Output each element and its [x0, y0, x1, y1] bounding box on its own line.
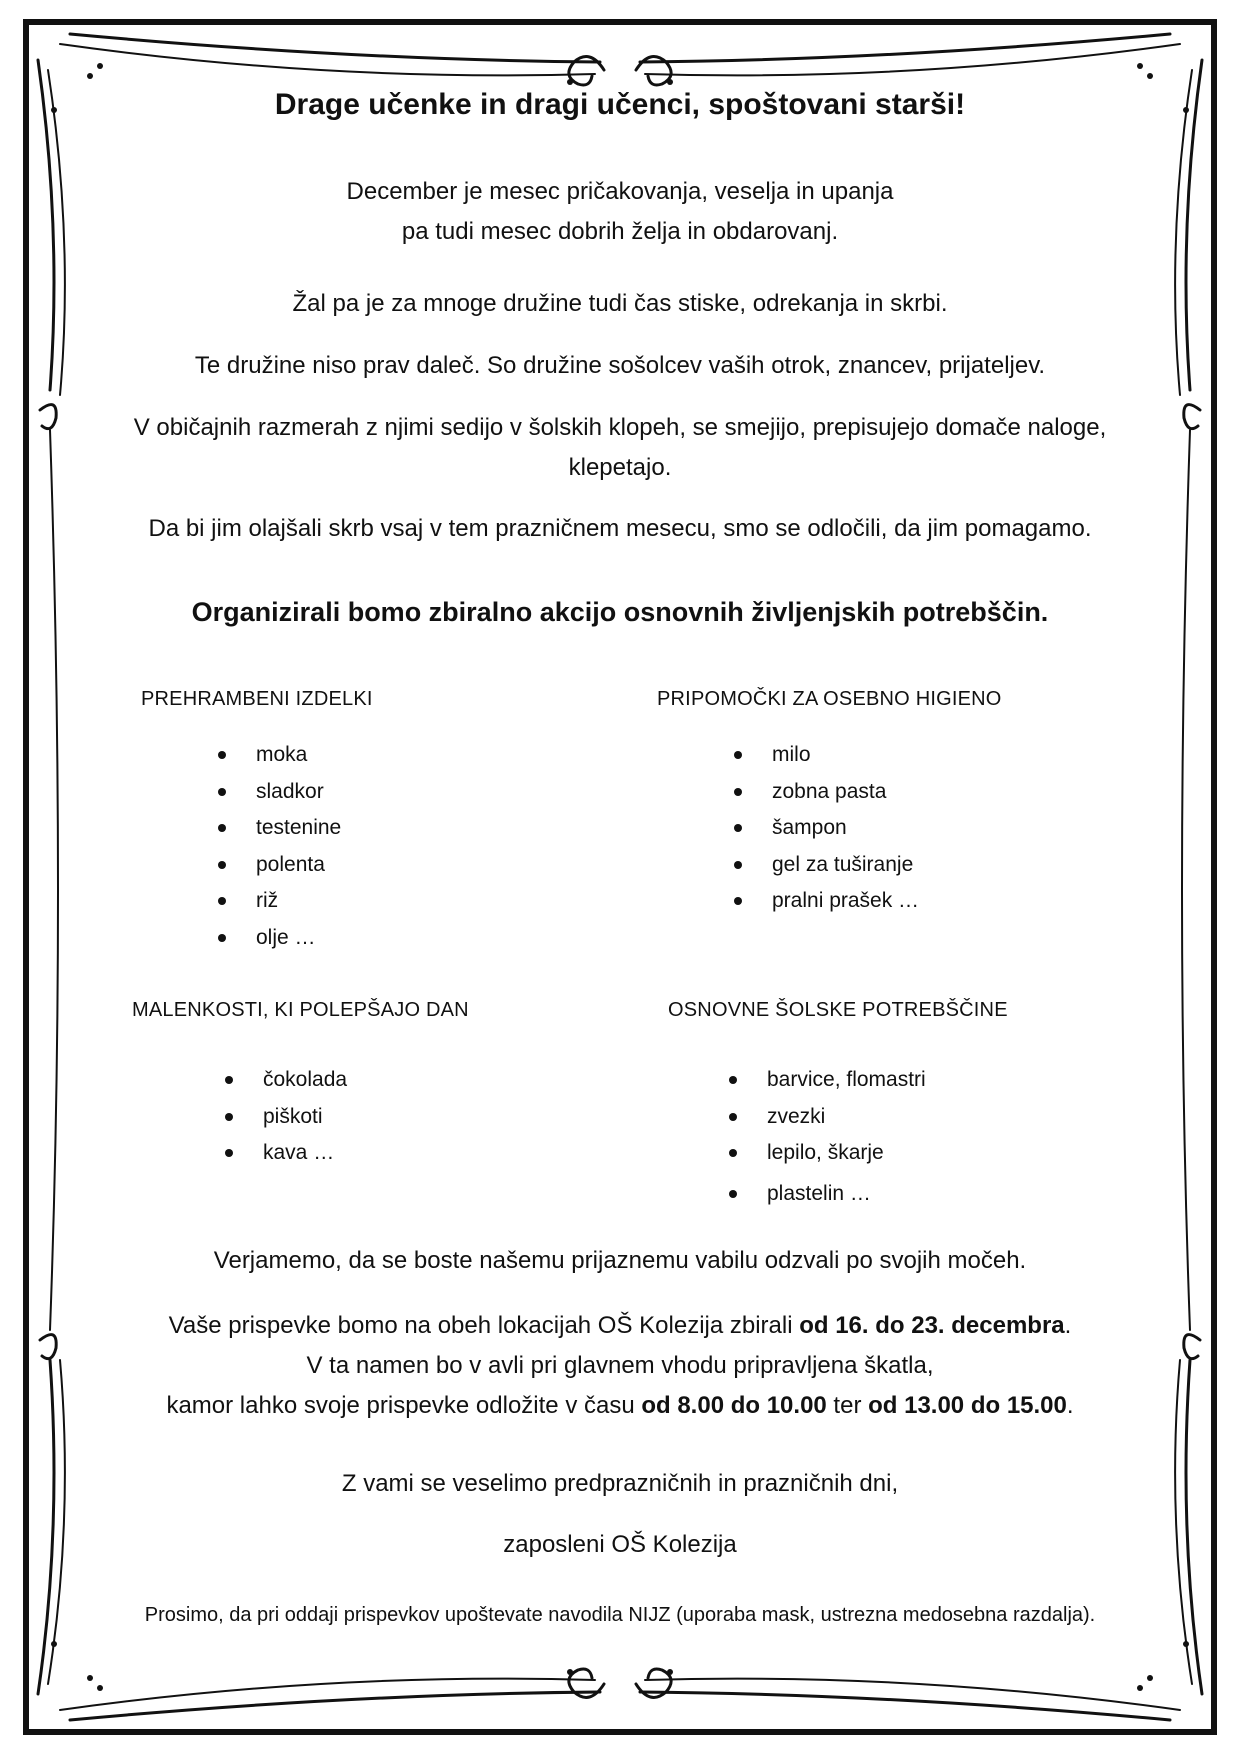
paragraph-families: Te družine niso prav daleč. So družine sošolcev vaših otrok, znancev, prijateljev. [194, 352, 1046, 379]
school-list [729, 1062, 926, 1212]
list-item: polenta [218, 847, 341, 884]
footer-note: Prosimo, da pri oddaji prispevkov upoštevate navodila NIJZ (uporaba mask, ustrezna medosebna razdalja). [144, 1604, 1096, 1626]
intro-line-1: December je mesec pričakovanja, veselja in upanja [346, 178, 894, 205]
category-heading-food: PREHRAMBENI IZDELKI [141, 688, 373, 710]
list-item: kava … [225, 1135, 347, 1172]
list-item: riž [218, 883, 341, 920]
list-item: olje … [218, 920, 341, 957]
school-life-line-1: V običajnih razmerah z njimi sedijo v šolskih klopeh, se smejijo, prepisujejo domače naloge, [133, 414, 1107, 441]
hygiene-list [734, 737, 919, 920]
list-item: moka [218, 737, 341, 774]
collection-line-3: kamor lahko svoje prispevke odložite v času od 8.00 do 10.00 ter od 13.00 do 15.00. [166, 1392, 1074, 1419]
list-item: šampon [734, 810, 919, 847]
category-heading-school: OSNOVNE ŠOLSKE POTREBŠČINE [668, 999, 1008, 1021]
signature: zaposleni OŠ Kolezija [503, 1531, 737, 1558]
list-item: milo [734, 737, 919, 774]
collection-details [60, 1306, 1180, 1426]
list-item: čokolada [225, 1062, 347, 1099]
paragraph-school-life [60, 408, 1180, 488]
collection-dates: od 16. do 23. decembra [799, 1312, 1065, 1339]
collection-time-afternoon: od 13.00 do 15.00 [868, 1392, 1067, 1419]
list-item: zvezki [729, 1099, 926, 1136]
collection-line-1: Vaše prispevke bomo na obeh lokacijah OŠ Kolezija zbirali od 16. do 23. decembra. [168, 1312, 1072, 1339]
intro-paragraph [60, 172, 1180, 252]
list-item: gel za tuširanje [734, 847, 919, 884]
treats-list [225, 1062, 347, 1172]
paragraph-believe: Verjamemo, da se boste našemu prijaznemu vabilu odzvali po svojih močeh. [213, 1247, 1027, 1274]
collection-subtitle: Organizirali bomo zbiralno akcijo osnovnih življenjskih potrebščin. [191, 597, 1049, 627]
list-item: plastelin … [729, 1176, 926, 1213]
collection-line-2: V ta namen bo v avli pri glavnem vhodu pripravljena škatla, [306, 1352, 934, 1379]
list-item: sladkor [218, 774, 341, 811]
list-item: barvice, flomastri [729, 1062, 926, 1099]
list-item: piškoti [225, 1099, 347, 1136]
paragraph-help: Da bi jim olajšali skrb vsaj v tem prazničnem mesecu, smo se odločili, da jim pomagamo. [148, 515, 1092, 542]
list-item: zobna pasta [734, 774, 919, 811]
food-list [218, 737, 341, 956]
list-item: pralni prašek … [734, 883, 919, 920]
category-heading-hygiene: PRIPOMOČKI ZA OSEBNO HIGIENO [657, 688, 1002, 710]
letter-title: Drage učenke in dragi učenci, spoštovani starši! [274, 88, 966, 121]
school-life-line-2: klepetajo. [568, 454, 672, 481]
list-item: testenine [218, 810, 341, 847]
category-heading-treats: MALENKOSTI, KI POLEPŠAJO DAN [132, 999, 469, 1021]
intro-line-2: pa tudi mesec dobrih želja in obdarovanj. [401, 218, 839, 245]
collection-time-morning: od 8.00 do 10.00 [641, 1392, 827, 1419]
list-item: lepilo, škarje [729, 1135, 926, 1172]
paragraph-hardship: Žal pa je za mnoge družine tudi čas stiske, odrekanja in skrbi. [292, 290, 948, 317]
closing-line: Z vami se veselimo predprazničnih in prazničnih dni, [341, 1470, 899, 1497]
